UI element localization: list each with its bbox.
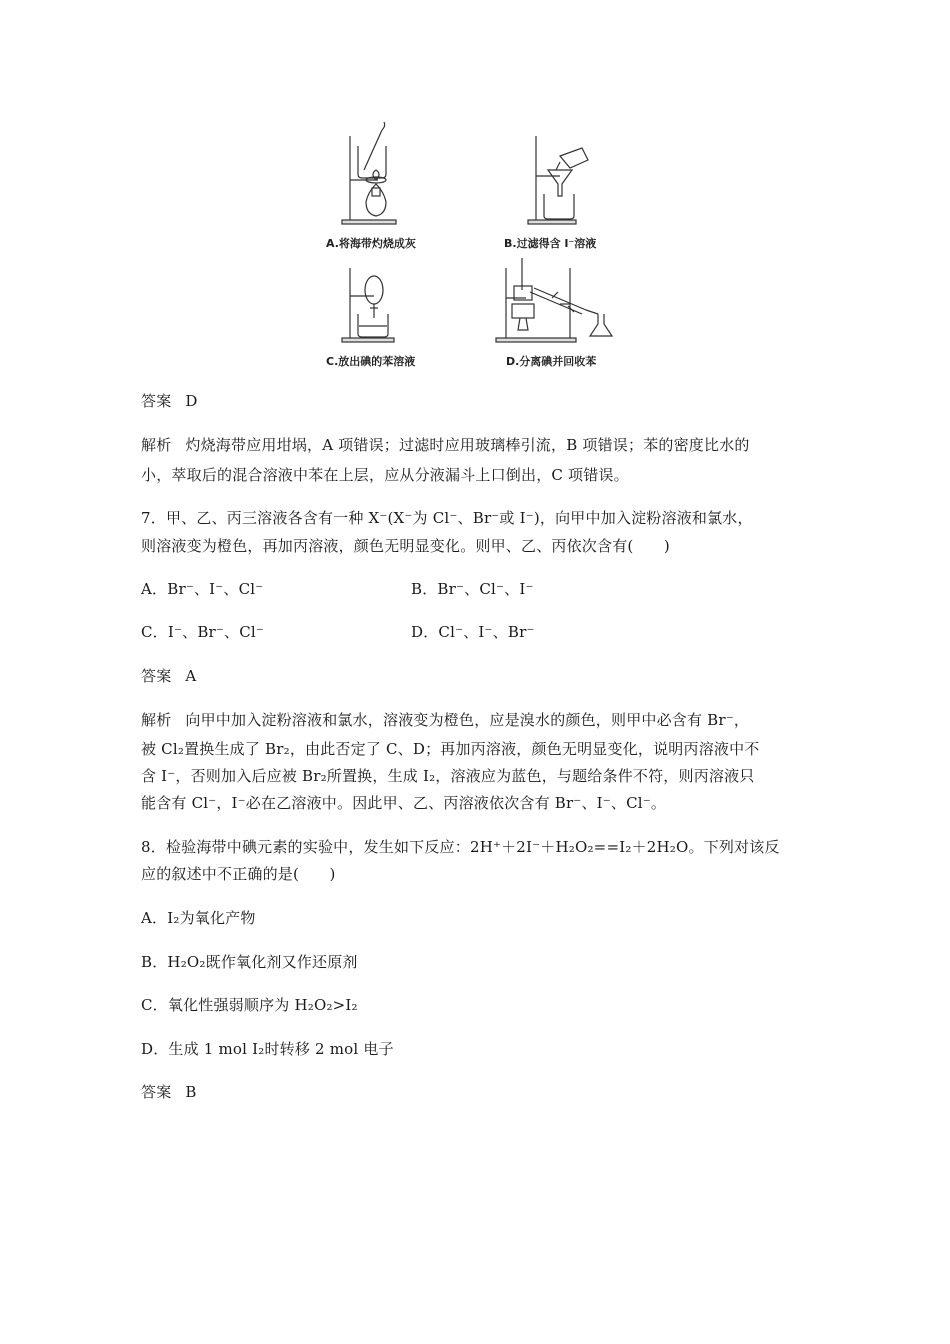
q7-option-a: A．Br⁻、I⁻、Cl⁻ [141,580,264,598]
analysis6-line1: 解析 灼烧海带应用坩埚，A 项错误；过滤时应用玻璃棒引流，B 项错误；苯的密度比水的 [141,436,750,454]
q8-option-c: C．氧化性强弱顺序为 H₂O₂>I₂ [141,996,358,1014]
q7-analysis-line3: 含 I⁻，否则加入后应被 Br₂所置换，生成 I₂，溶液应为蓝色，与题给条件不符，则丙溶液只 [141,767,755,785]
caption-c: C.放出碘的苯溶液 [326,355,416,368]
answer-prev [141,391,198,411]
apparatus-figure [320,118,630,374]
apparatus-b-icon [528,136,588,224]
answer-label: 答案 [141,667,172,685]
q8-answer [141,1082,197,1102]
answer-value: B [185,1083,197,1101]
q7-analysis-line4: 能含有 Cl⁻，I⁻必在乙溶液中。因此甲、乙、丙溶液依次含有 Br⁻、I⁻、Cl⁻。 [141,794,667,812]
answer-label: 答案 [141,1083,172,1101]
apparatus-c-icon [342,268,394,342]
q7-answer [141,666,196,686]
q7-stem-line1: 7．甲、乙、丙三溶液各含有一种 X⁻(X⁻为 Cl⁻、Br⁻或 I⁻)，向甲中加入淀粉溶液和氯水， [141,509,753,527]
q8-stem-line1: 8．检验海带中碘元素的实验中，发生如下反应：2H⁺＋2I⁻＋H₂O₂==I₂＋2H₂O。下列对该反 [141,838,780,856]
q7-analysis-line1: 解析 向甲中加入淀粉溶液和氯水，溶液变为橙色，应是溴水的颜色，则甲中必含有 Br⁻， [141,711,750,729]
q7-option-d: D．Cl⁻、I⁻、Br⁻ [411,623,535,641]
q7-option-b: B．Br⁻、Cl⁻、I⁻ [411,580,534,598]
caption-b: B.过滤得含 I⁻溶液 [504,237,597,250]
caption-d: D.分离碘并回收苯 [506,355,597,368]
apparatus-a-icon [342,122,396,224]
q8-option-a: A．I₂为氧化产物 [141,909,256,927]
q8-option-d: D．生成 1 mol I₂时转移 2 mol 电子 [141,1040,394,1058]
analysis-label: 解析 [141,436,172,454]
q8-option-b: B．H₂O₂既作氧化剂又作还原剂 [141,953,358,971]
analysis6-line2: 小，萃取后的混合溶液中苯在上层，应从分液漏斗上口倒出，C 项错误。 [141,466,629,484]
answer-value: A [185,667,197,685]
q8-stem-line2: 应的叙述中不正确的是( ) [141,865,336,883]
answer-value: D [185,392,198,410]
answer-label: 答案 [141,392,172,410]
apparatus-d-icon [496,258,612,342]
caption-a: A.将海带灼烧成灰 [326,237,416,250]
q7-stem-line2: 则溶液变为橙色，再加丙溶液，颜色无明显变化。则甲、乙、丙依次含有( ) [141,537,670,555]
q7-option-c: C．I⁻、Br⁻、Cl⁻ [141,623,265,641]
q7-analysis-line2: 被 Cl₂置换生成了 Br₂，由此否定了 C、D；再加丙溶液，颜色无明显变化，说明丙溶液中不 [141,740,760,758]
analysis-label: 解析 [141,711,172,729]
